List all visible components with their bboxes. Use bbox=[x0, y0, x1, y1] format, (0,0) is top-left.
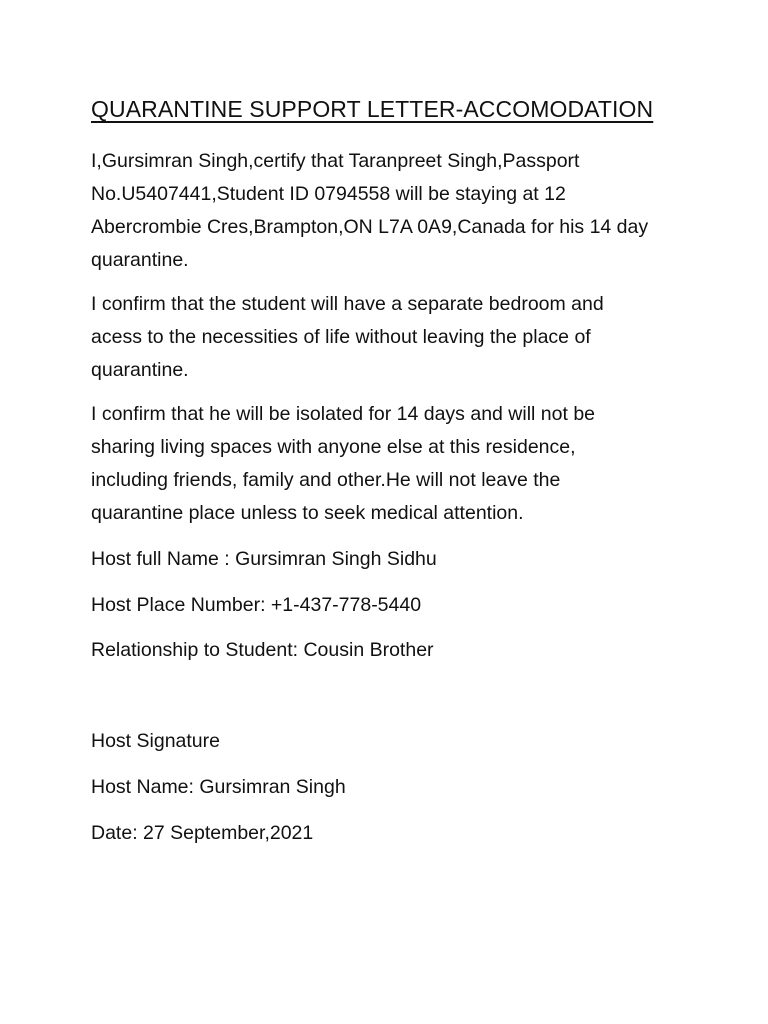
paragraph-line: Abercrombie Cres,Brampton,ON L7A 0A9,Canada for his 14 day bbox=[91, 216, 649, 238]
paragraph-line: sharing living spaces with anyone else at this residence, bbox=[91, 436, 576, 458]
host-place-number: Host Place Number: +1-437-778-5440 bbox=[91, 594, 422, 616]
paragraph-line: quarantine. bbox=[91, 249, 189, 271]
paragraph-line: I confirm that he will be isolated for 14 days and will not be bbox=[91, 403, 596, 425]
paragraph-line: No.U5407441,Student ID 0794558 will be staying at 12 bbox=[91, 183, 566, 205]
paragraph-accommodation bbox=[91, 288, 691, 387]
paragraph-line: acess to the necessities of life without leaving the place of bbox=[91, 326, 591, 348]
paragraph-line: I confirm that the student will have a separate bedroom and bbox=[91, 293, 604, 315]
letter-date: Date: 27 September,2021 bbox=[91, 822, 314, 844]
paragraph-line: quarantine. bbox=[91, 359, 189, 381]
paragraph-certification bbox=[91, 145, 691, 277]
host-signature-label: Host Signature bbox=[91, 730, 220, 752]
host-name: Host Name: Gursimran Singh bbox=[91, 776, 346, 798]
paragraph-line: I,Gursimran Singh,certify that Taranpreet Singh,Passport bbox=[91, 150, 580, 172]
letter-title bbox=[91, 96, 711, 123]
relationship-to-student: Relationship to Student: Cousin Brother bbox=[91, 639, 434, 661]
paragraph-isolation bbox=[91, 398, 691, 530]
paragraph-line: including friends, family and other.He will not leave the bbox=[91, 469, 561, 491]
paragraph-line: quarantine place unless to seek medical attention. bbox=[91, 502, 524, 524]
letter-title-text: QUARANTINE SUPPORT LETTER-ACCOMODATION bbox=[91, 96, 654, 122]
host-full-name: Host full Name : Gursimran Singh Sidhu bbox=[91, 548, 437, 570]
